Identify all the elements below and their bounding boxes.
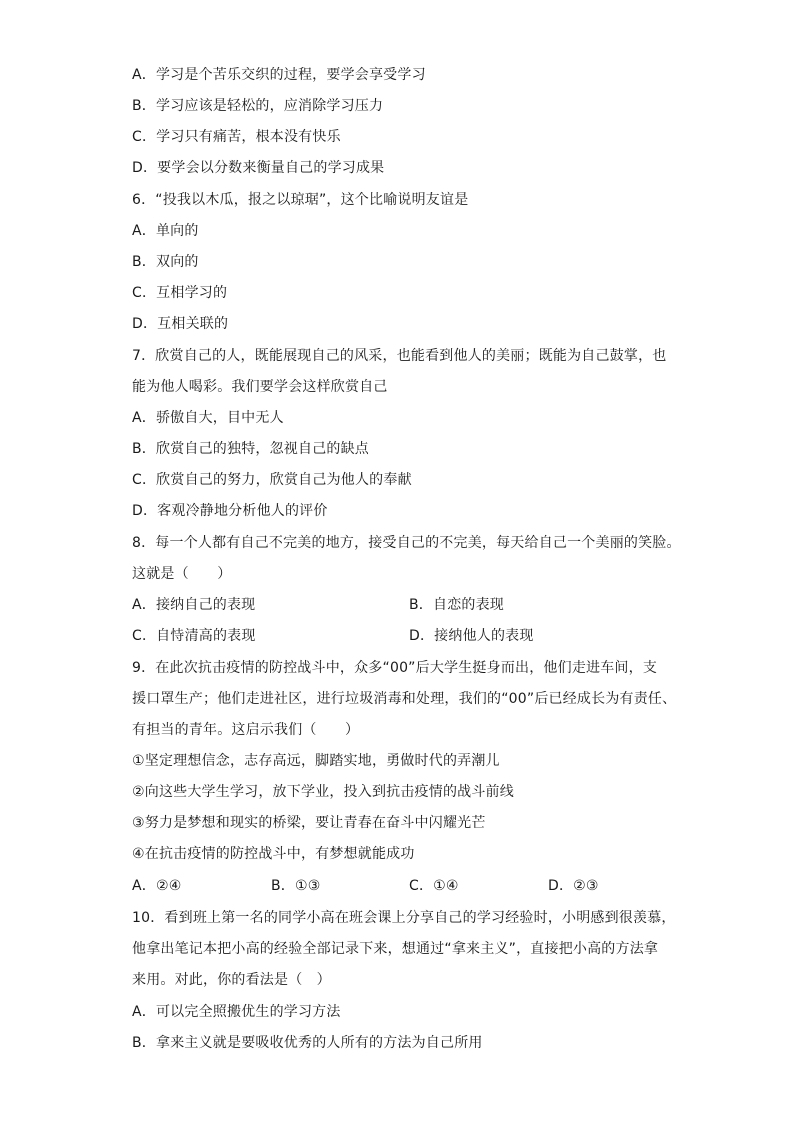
q7-option-a: A．骄傲自大，目中无人 bbox=[132, 410, 284, 426]
q9-statement-4: ④在抗击疫情的防控战斗中，有梦想就能成功 bbox=[132, 846, 415, 862]
q8-option-a: A．接纳自己的表现 bbox=[132, 597, 256, 613]
q10-stem-line-2: 他拿出笔记本把小高的经验全部记录下来，想通过“拿来主义”，直接把小高的方法拿 bbox=[132, 941, 659, 957]
q7-stem-line-2: 能为他人喝彩。我们要学会这样欣赏自己 bbox=[132, 379, 388, 395]
q8-option-c: C．自恃清高的表现 bbox=[132, 628, 256, 644]
q9-stem-line-1: 9．在此次抗击疫情的防控战斗中，众多“00”后大学生挺身而出，他们走进车间，支 bbox=[132, 660, 658, 676]
q10-stem-line-3: 来用。对此，你的看法是（ ） bbox=[132, 972, 331, 988]
q9-option-d: D．②③ bbox=[548, 878, 599, 894]
q7-option-b: B．欣赏自己的独特，忽视自己的缺点 bbox=[132, 441, 370, 457]
q9-stem-line-3: 有担当的青年。这启示我们（ ） bbox=[132, 722, 360, 738]
q10-stem-line-1: 10．看到班上第一名的同学小高在班会课上分享自己的学习经验时，小明感到很羡慕， bbox=[132, 910, 676, 926]
q9-option-a: A．②④ bbox=[132, 878, 182, 894]
q8-option-b: B．自恋的表现 bbox=[409, 597, 505, 613]
q5-option-b: B．学习应该是轻松的，应消除学习压力 bbox=[132, 98, 384, 114]
q10-option-b: B．拿来主义就是要吸收优秀的人所有的方法为自己所用 bbox=[132, 1035, 483, 1051]
q5-option-d: D．要学会以分数来衡量自己的学习成果 bbox=[132, 160, 385, 176]
q6-option-b: B．双向的 bbox=[132, 254, 199, 270]
q6-stem: 6．“投我以木瓜，报之以琼琚”，这个比喻说明友谊是 bbox=[132, 192, 469, 208]
q6-option-a: A．单向的 bbox=[132, 223, 199, 239]
q6-option-c: C．互相学习的 bbox=[132, 285, 228, 301]
q9-option-c: C．①④ bbox=[409, 878, 459, 894]
q5-option-a: A．学习是个苦乐交织的过程，要学会享受学习 bbox=[132, 67, 426, 83]
q9-stem-line-2: 援口罩生产；他们走进社区，进行垃圾消毒和处理，我们的“00”后已经成长为有责任、 bbox=[132, 691, 677, 707]
q5-option-c: C．学习只有痛苦，根本没有快乐 bbox=[132, 129, 341, 145]
q8-option-d: D．接纳他人的表现 bbox=[409, 628, 534, 644]
q7-stem-line-1: 7．欣赏自己的人，既能展现自己的风采，也能看到他人的美丽；既能为自己鼓掌，也 bbox=[132, 348, 667, 364]
q6-option-d: D．互相关联的 bbox=[132, 316, 229, 332]
q7-option-d: D．客观冷静地分析他人的评价 bbox=[132, 503, 328, 519]
q9-statement-2: ②向这些大学生学习，放下学业，投入到抗击疫情的战斗前线 bbox=[132, 784, 514, 800]
q9-option-b: B．①③ bbox=[271, 878, 321, 894]
q10-option-a: A．可以完全照搬优生的学习方法 bbox=[132, 1004, 341, 1020]
q8-stem-line-2: 这就是（ ） bbox=[132, 566, 232, 582]
q7-option-c: C．欣赏自己的努力，欣赏自己为他人的奉献 bbox=[132, 472, 412, 488]
q9-statement-1: ①坚定理想信念，志存高远，脚踏实地，勇做时代的弄潮儿 bbox=[132, 753, 500, 769]
q8-stem-line-1: 8．每一个人都有自己不完美的地方，接受自己的不完美，每天给自己一个美丽的笑脸。 bbox=[132, 535, 681, 551]
q9-statement-3: ③努力是梦想和现实的桥梁，要让青春在奋斗中闪耀光芒 bbox=[132, 815, 486, 831]
